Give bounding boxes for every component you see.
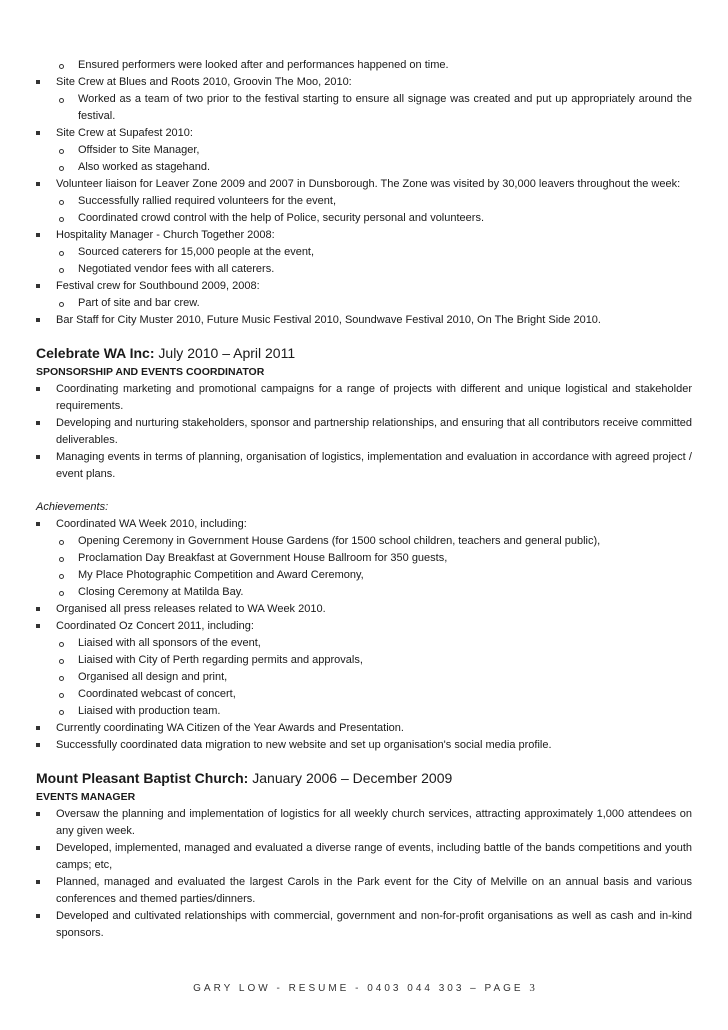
bullet-item: Managing events in terms of planning, organisation of logistics, implementation and evaluation in accordance with agreed project / event plans. <box>36 449 692 483</box>
bullet-item: Site Crew at Supafest 2010: <box>36 125 692 142</box>
bullet-item: Oversaw the planning and implementation of logistics for all weekly church services, attracting approximately 1,000 attendees on any given week. <box>36 806 692 840</box>
org-dates: July 2010 – April 2011 <box>154 345 296 361</box>
bullet-item: Site Crew at Blues and Roots 2010, Groovin The Moo, 2010: <box>36 74 692 91</box>
sub-bullet-item: Opening Ceremony in Government House Gardens (for 1500 school children, teachers and general public), <box>36 533 692 550</box>
mpbc-heading <box>36 768 692 788</box>
sub-bullet-item: Liaised with all sponsors of the event, <box>36 635 692 652</box>
mpbc-duties <box>36 806 692 942</box>
bullet-item: Hospitality Manager - Church Together 2008: <box>36 227 692 244</box>
bullet-item: Volunteer liaison for Leaver Zone 2009 and 2007 in Dunsborough. The Zone was visited by 30,000 leavers throughout the week: <box>36 176 692 193</box>
bullet-item: Festival crew for Southbound 2009, 2008: <box>36 278 692 295</box>
bullet-item: Planned, managed and evaluated the largest Carols in the Park event for the City of Melville on an annual basis and various conferences and themed parties/dinners. <box>36 874 692 908</box>
page-footer <box>0 982 728 994</box>
bullet-item: Coordinated Oz Concert 2011, including: <box>36 618 692 635</box>
sub-bullet-item: Negotiated vendor fees with all caterers. <box>36 261 692 278</box>
sub-bullet-item: Part of site and bar crew. <box>36 295 692 312</box>
sub-bullet-item: Worked as a team of two prior to the festival starting to ensure all signage was created and put up appropriately around the festival. <box>36 91 692 125</box>
bullet-item: Developed, implemented, managed and evaluated a diverse range of events, including battle of the bands competitions and youth camps; etc, <box>36 840 692 874</box>
bullet-item: Coordinating marketing and promotional campaigns for a range of projects with different and unique logistical and stakeholder requirements. <box>36 381 692 415</box>
celebrate-wa-heading <box>36 343 692 363</box>
celebrate-wa-achievements <box>36 516 692 754</box>
resume-page <box>36 57 692 942</box>
bullet-item: Developed and cultivated relationships with commercial, government and non-for-profit organisations as well as cash and in-kind sponsors. <box>36 908 692 942</box>
sub-bullet-item: Sourced caterers for 15,000 people at the event, <box>36 244 692 261</box>
sub-bullet-item: Successfully rallied required volunteers for the event, <box>36 193 692 210</box>
page-number: 3 <box>529 982 535 994</box>
mpbc-role: EVENTS MANAGER <box>36 791 136 803</box>
celebrate-wa-duties <box>36 381 692 483</box>
celebrate-wa-role: SPONSORSHIP AND EVENTS COORDINATOR <box>36 366 265 378</box>
sub-bullet-item: Liaised with production team. <box>36 703 692 720</box>
sub-bullet-item: Coordinated webcast of concert, <box>36 686 692 703</box>
achievements-label: Achievements: <box>36 501 109 513</box>
sub-bullet-item: Closing Ceremony at Matilda Bay. <box>36 584 692 601</box>
bullet-item: Coordinated WA Week 2010, including: <box>36 516 692 533</box>
org-name: Celebrate WA Inc: <box>36 345 155 361</box>
bullet-item: Developing and nurturing stakeholders, sponsor and partnership relationships, and ensuring that all contributors receive committed deliverables. <box>36 415 692 449</box>
sub-bullet-item: Coordinated crowd control with the help of Police, security personal and volunteers. <box>36 210 692 227</box>
sub-bullet-item: Liaised with City of Perth regarding permits and approvals, <box>36 652 692 669</box>
sub-bullet-item: Ensured performers were looked after and performances happened on time. <box>36 57 692 74</box>
bullet-item: Organised all press releases related to WA Week 2010. <box>36 601 692 618</box>
sub-bullet-item: Also worked as stagehand. <box>36 159 692 176</box>
footer-text: GARY LOW - RESUME - 0403 044 303 – PAGE <box>193 983 530 994</box>
bullet-item: Bar Staff for City Muster 2010, Future Music Festival 2010, Soundwave Festival 2010, On The Bright Side 2010. <box>36 312 692 329</box>
org-name: Mount Pleasant Baptist Church: <box>36 770 249 786</box>
top-bullet-list <box>36 57 692 329</box>
bullet-item: Currently coordinating WA Citizen of the Year Awards and Presentation. <box>36 720 692 737</box>
sub-bullet-item: Organised all design and print, <box>36 669 692 686</box>
bullet-item: Successfully coordinated data migration to new website and set up organisation's social media profile. <box>36 737 692 754</box>
org-dates: January 2006 – December 2009 <box>248 770 453 786</box>
sub-bullet-item: Proclamation Day Breakfast at Government House Ballroom for 350 guests, <box>36 550 692 567</box>
sub-bullet-item: Offsider to Site Manager, <box>36 142 692 159</box>
sub-bullet-item: My Place Photographic Competition and Award Ceremony, <box>36 567 692 584</box>
